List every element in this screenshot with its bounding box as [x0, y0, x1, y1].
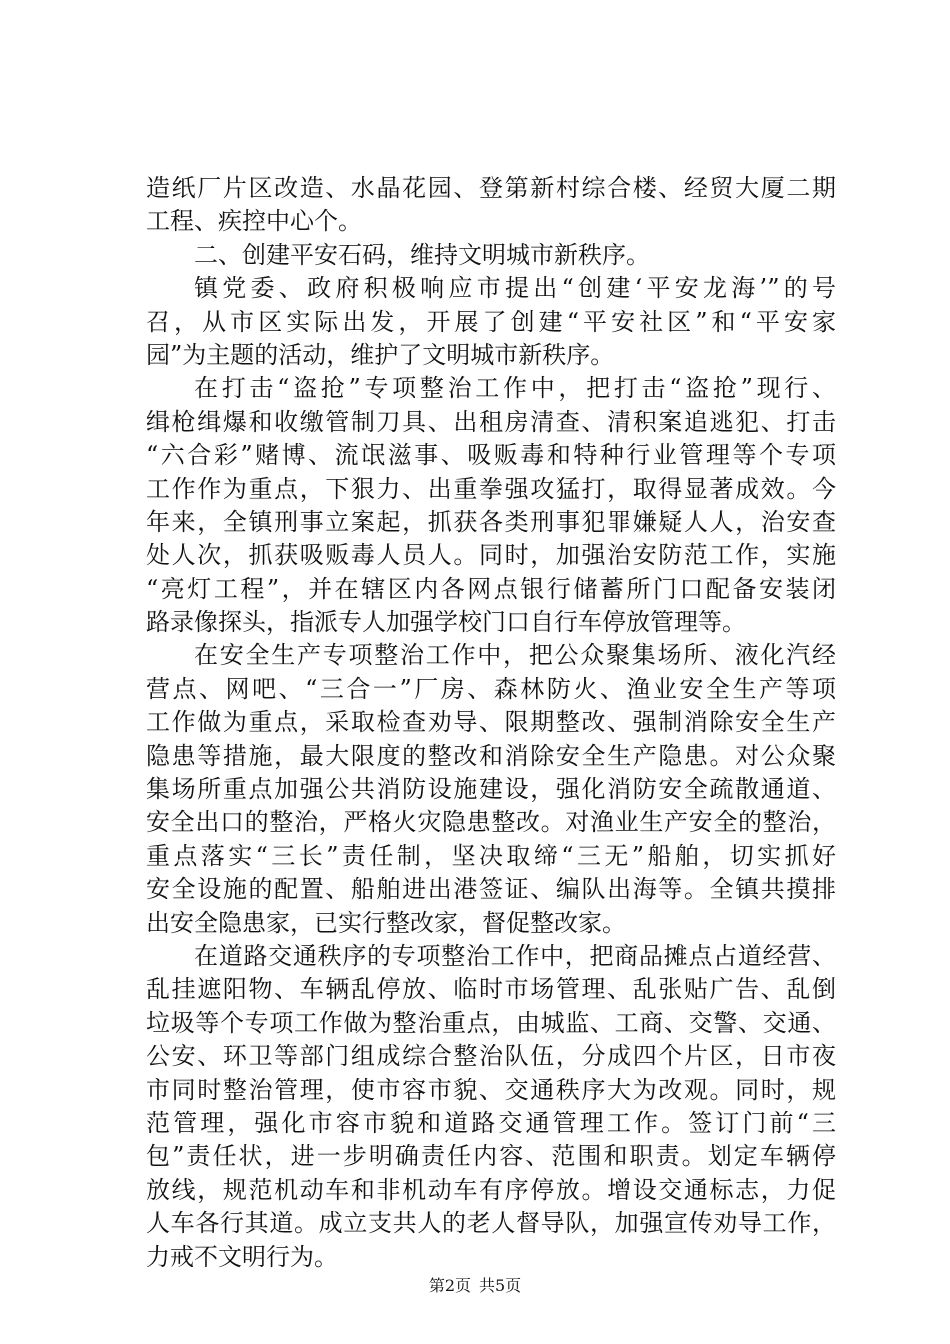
text-line: 安全出口的整治，严格火灾隐患整改。对渔业生产安全的整治，	[146, 808, 836, 837]
text-line: 在安全生产专项整治工作中，把公众聚集场所、液化汽经	[194, 641, 836, 670]
text-line: 重点落实“三长”责任制，坚决取缔“三无”船舶，切实抓好	[146, 841, 836, 870]
page-number: 第2页	[428, 1276, 471, 1295]
text-line: 工作作为重点，下狠力、出重拳强攻猛打，取得显著成效。今	[146, 474, 836, 503]
text-line: 镇党委、政府积极响应市提出“创建‘平安龙海’”的号	[194, 274, 836, 303]
text-line: 放线，规范机动车和非机动车有序停放。增设交通标志，力促	[146, 1175, 836, 1204]
text-line: 在打击“盗抢”专项整治工作中，把打击“盗抢”现行、	[194, 374, 836, 403]
text-line: “亮灯工程”，并在辖区内各网点银行储蓄所门口配备安装闭	[146, 574, 836, 603]
text-line: 公安、环卫等部门组成综合整治队伍，分成四个片区，日市夜	[146, 1042, 836, 1071]
text-line: 安全设施的配置、船舶进出港签证、编队出海等。全镇共摸排	[146, 875, 836, 904]
text-line: 处人次，抓获吸贩毒人员人。同时，加强治安防范工作，实施	[146, 541, 836, 570]
text-line: 缉枪缉爆和收缴管制刀具、出租房清查、清积案追逃犯、打击	[146, 407, 836, 436]
text-line: 出安全隐患家，已实行整改家，督促整改家。	[146, 908, 626, 937]
text-line: 在道路交通秩序的专项整治工作中，把商品摊点占道经营、	[194, 941, 836, 970]
text-line: 二、创建平安石码，维持文明城市新秩序。	[194, 240, 650, 269]
document-body	[146, 172, 836, 1274]
text-line: 年来，全镇刑事立案起，抓获各类刑事犯罪嫌疑人人，治安查	[146, 507, 836, 536]
text-line: 营点、网吧、“三合一”厂房、森林防火、渔业安全生产等项	[146, 674, 836, 703]
text-line: 园”为主题的活动，维护了文明城市新秩序。	[146, 340, 615, 369]
page-total: 共5页	[479, 1276, 522, 1295]
text-line: “六合彩”赌博、流氓滋事、吸贩毒和特种行业管理等个专项	[146, 441, 836, 470]
text-line: 隐患等措施，最大限度的整改和消除安全生产隐患。对公众聚	[146, 741, 836, 770]
text-line: 集场所重点加强公共消防设施建设，强化消防安全疏散通道、	[146, 775, 836, 804]
text-line: 乱挂遮阳物、车辆乱停放、临时市场管理、乱张贴广告、乱倒	[146, 975, 836, 1004]
text-line: 垃圾等个专项工作做为整治重点，由城监、工商、交警、交通、	[146, 1008, 836, 1037]
text-line: 包”责任状，进一步明确责任内容、范围和职责。划定车辆停	[146, 1142, 836, 1171]
text-line: 范管理，强化市容市貌和道路交通管理工作。签订门前“三	[146, 1108, 836, 1137]
text-line: 工程、疾控中心个。	[146, 207, 362, 236]
text-line: 市同时整治管理，使市容市貌、交通秩序大为改观。同时，规	[146, 1075, 836, 1104]
text-line: 工作做为重点，采取检查劝导、限期整改、强制消除安全生产	[146, 708, 836, 737]
text-line: 召，从市区实际出发，开展了创建“平安社区”和“平安家	[146, 307, 836, 336]
text-line: 力戒不文明行为。	[146, 1242, 338, 1271]
text-line: 造纸厂片区改造、水晶花园、登第新村综合楼、经贸大厦二期	[146, 174, 836, 202]
text-line: 路录像探头，指派专人加强学校门口自行车停放管理等。	[146, 608, 746, 637]
page-footer	[0, 1276, 950, 1296]
text-line: 人车各行其道。成立支共人的老人督导队，加强宣传劝导工作，	[146, 1209, 836, 1238]
